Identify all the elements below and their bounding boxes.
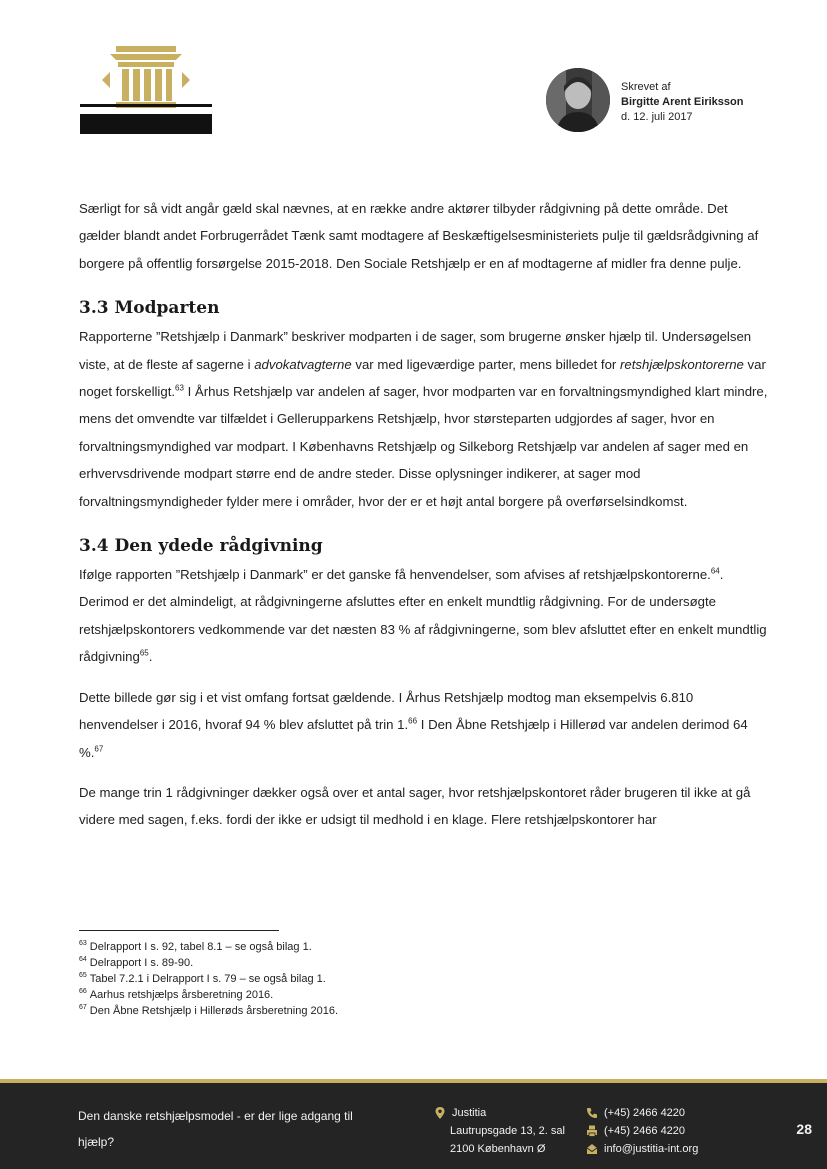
author-name: Birgitte Arent Eiriksson <box>621 96 744 108</box>
paragraph-trin1: De mange trin 1 rådgivninger dækker også over et antal sager, hvor retshjælpskontoret råder brugeren til ikke at gå videre med sagen, f.eks. fordi der ikke er udsigt til medhold i en klage. Flere retshjælpskontorer har <box>79 784 751 828</box>
footnote-ref-66[interactable]: 66 <box>408 716 418 726</box>
paragraph-modparten: Rapporterne ”Retshjælp i Danmark” beskriver modparten i de sager, som brugerne ønsker hjælp til. Undersøgelsen viste, at de fleste af sagerne i advokatvagterne var med ligeværdige parter, mens billedet for retshjælpskontorerne var noget forskelligt.$^{63}$ I Århus Retshjælp var andelen af sager, hvor modparten var en forvaltningsmyndighed klart mindre, mens det omvendte var tilfældet i Gellerupparkens Retshjælp, hvor størsteparten udgjordes af sager, hvor en forvaltningsmyndighed var modpart. I Københavns Retshjælp og Silkeborg Retshjælp var andelen af sager med en erhvervsdrivende modpart større end de andre steder. Disse oplysninger indikerer, at sager mod forvaltningsmyndigheder fylder mere i områder, hvor der er et højt antal borgere på overførselsindkomst. <box>79 329 768 509</box>
location-pin-icon <box>434 1107 446 1119</box>
justitia-logo <box>80 44 212 136</box>
footnote-item: $^{63}$ Delrapport I s. 92, tabel 8.1 – se også bilag 1. <box>79 940 312 953</box>
footnotes <box>79 939 579 1019</box>
footer-contact <box>586 1104 698 1158</box>
footnote-divider <box>79 930 279 931</box>
phone-icon <box>586 1107 598 1119</box>
footnote-ref-64[interactable]: 64 <box>710 566 720 576</box>
heading-3-4: 3.4 Den ydede rådgivning <box>79 536 323 557</box>
author-prefix: Skrevet af <box>621 81 671 93</box>
paragraph-billede: Dette billede gør sig i et vist omfang fortsat gældende. I Århus Retshjælp modtog man eksempelvis 6.810 henvendelser i 2016, hvoraf 94 % blev afsluttet på trin 1.66 I Den Åbne Retshjælp i Hillerød var andelen derimod 64 %.$^{67}$ <box>79 689 748 760</box>
author-block <box>546 68 746 132</box>
fax-icon <box>586 1125 598 1137</box>
heading-3-3: 3.3 Modparten <box>79 298 220 319</box>
footnote-item: $^{66}$ Aarhus retshjælps årsberetning 2016. <box>79 988 274 1001</box>
footnote-ref-67[interactable]: 67 <box>94 744 104 754</box>
footer-email[interactable]: info@justitia-int.org <box>604 1143 699 1155</box>
main-content <box>79 195 769 834</box>
footnote-item: $^{67}$ Den Åbne Retshjælp i Hillerøds årsberetning 2016. <box>79 1004 339 1017</box>
footer-fax: (+45) 2466 4220 <box>604 1125 686 1137</box>
email-icon <box>586 1143 598 1155</box>
footer-city: 2100 København Ø <box>450 1143 546 1155</box>
paragraph-gaeld: Særligt for så vidt angår gæld skal nævnes, at en række andre aktører tilbyder rådgivning på dette område. Det gælder blandt andet Forbrugerrådet Tænk samt modtagere af Beskæftigelsesministeriets pulje til gældsrådgivning af borgere på offentlig forsørgelse 2015-2018. Den Sociale Retshjælp er en af modtagerne af midler fra denne pulje. <box>79 201 759 271</box>
footnote-item: $^{65}$ Tabel 7.2.1 i Delrapport I s. 79 – se også bilag 1. <box>79 972 326 985</box>
footer-street: Lautrupsgade 13, 2. sal <box>450 1125 565 1137</box>
paragraph-raadgivning: Ifølge rapporten ”Retshjælp i Danmark” er det ganske få henvendelser, som afvises af retshjælpskontorerne.$^{64}$. Derimod er det almindeligt, at rådgivningerne afsluttes efter en enkelt mundtlig rådgivning. For de undersøgte retshjælpskontorers vedkommende var det næsten 83 % af rådgivningerne, som blev afsluttet efter en enkelt mundtlig rådgivning$^{65}$. <box>79 566 767 665</box>
footnote-item: $^{64}$ Delrapport I s. 89-90. <box>79 956 194 969</box>
author-avatar <box>546 68 610 132</box>
footer-org-name: Justitia <box>452 1107 487 1119</box>
footer-phone[interactable]: (+45) 2466 4220 <box>604 1107 686 1119</box>
author-date: d. 12. juli 2017 <box>621 111 693 123</box>
page-footer <box>0 1079 827 1169</box>
footer-address <box>434 1104 565 1158</box>
footnote-ref-65[interactable]: 65 <box>139 648 149 658</box>
footer-document-title: Den danske retshjælpsmodel - er der lige adgang til hjælp? <box>78 1109 353 1149</box>
page-number: 28 <box>796 1121 812 1137</box>
footnote-ref-63[interactable]: 63 <box>175 383 184 393</box>
